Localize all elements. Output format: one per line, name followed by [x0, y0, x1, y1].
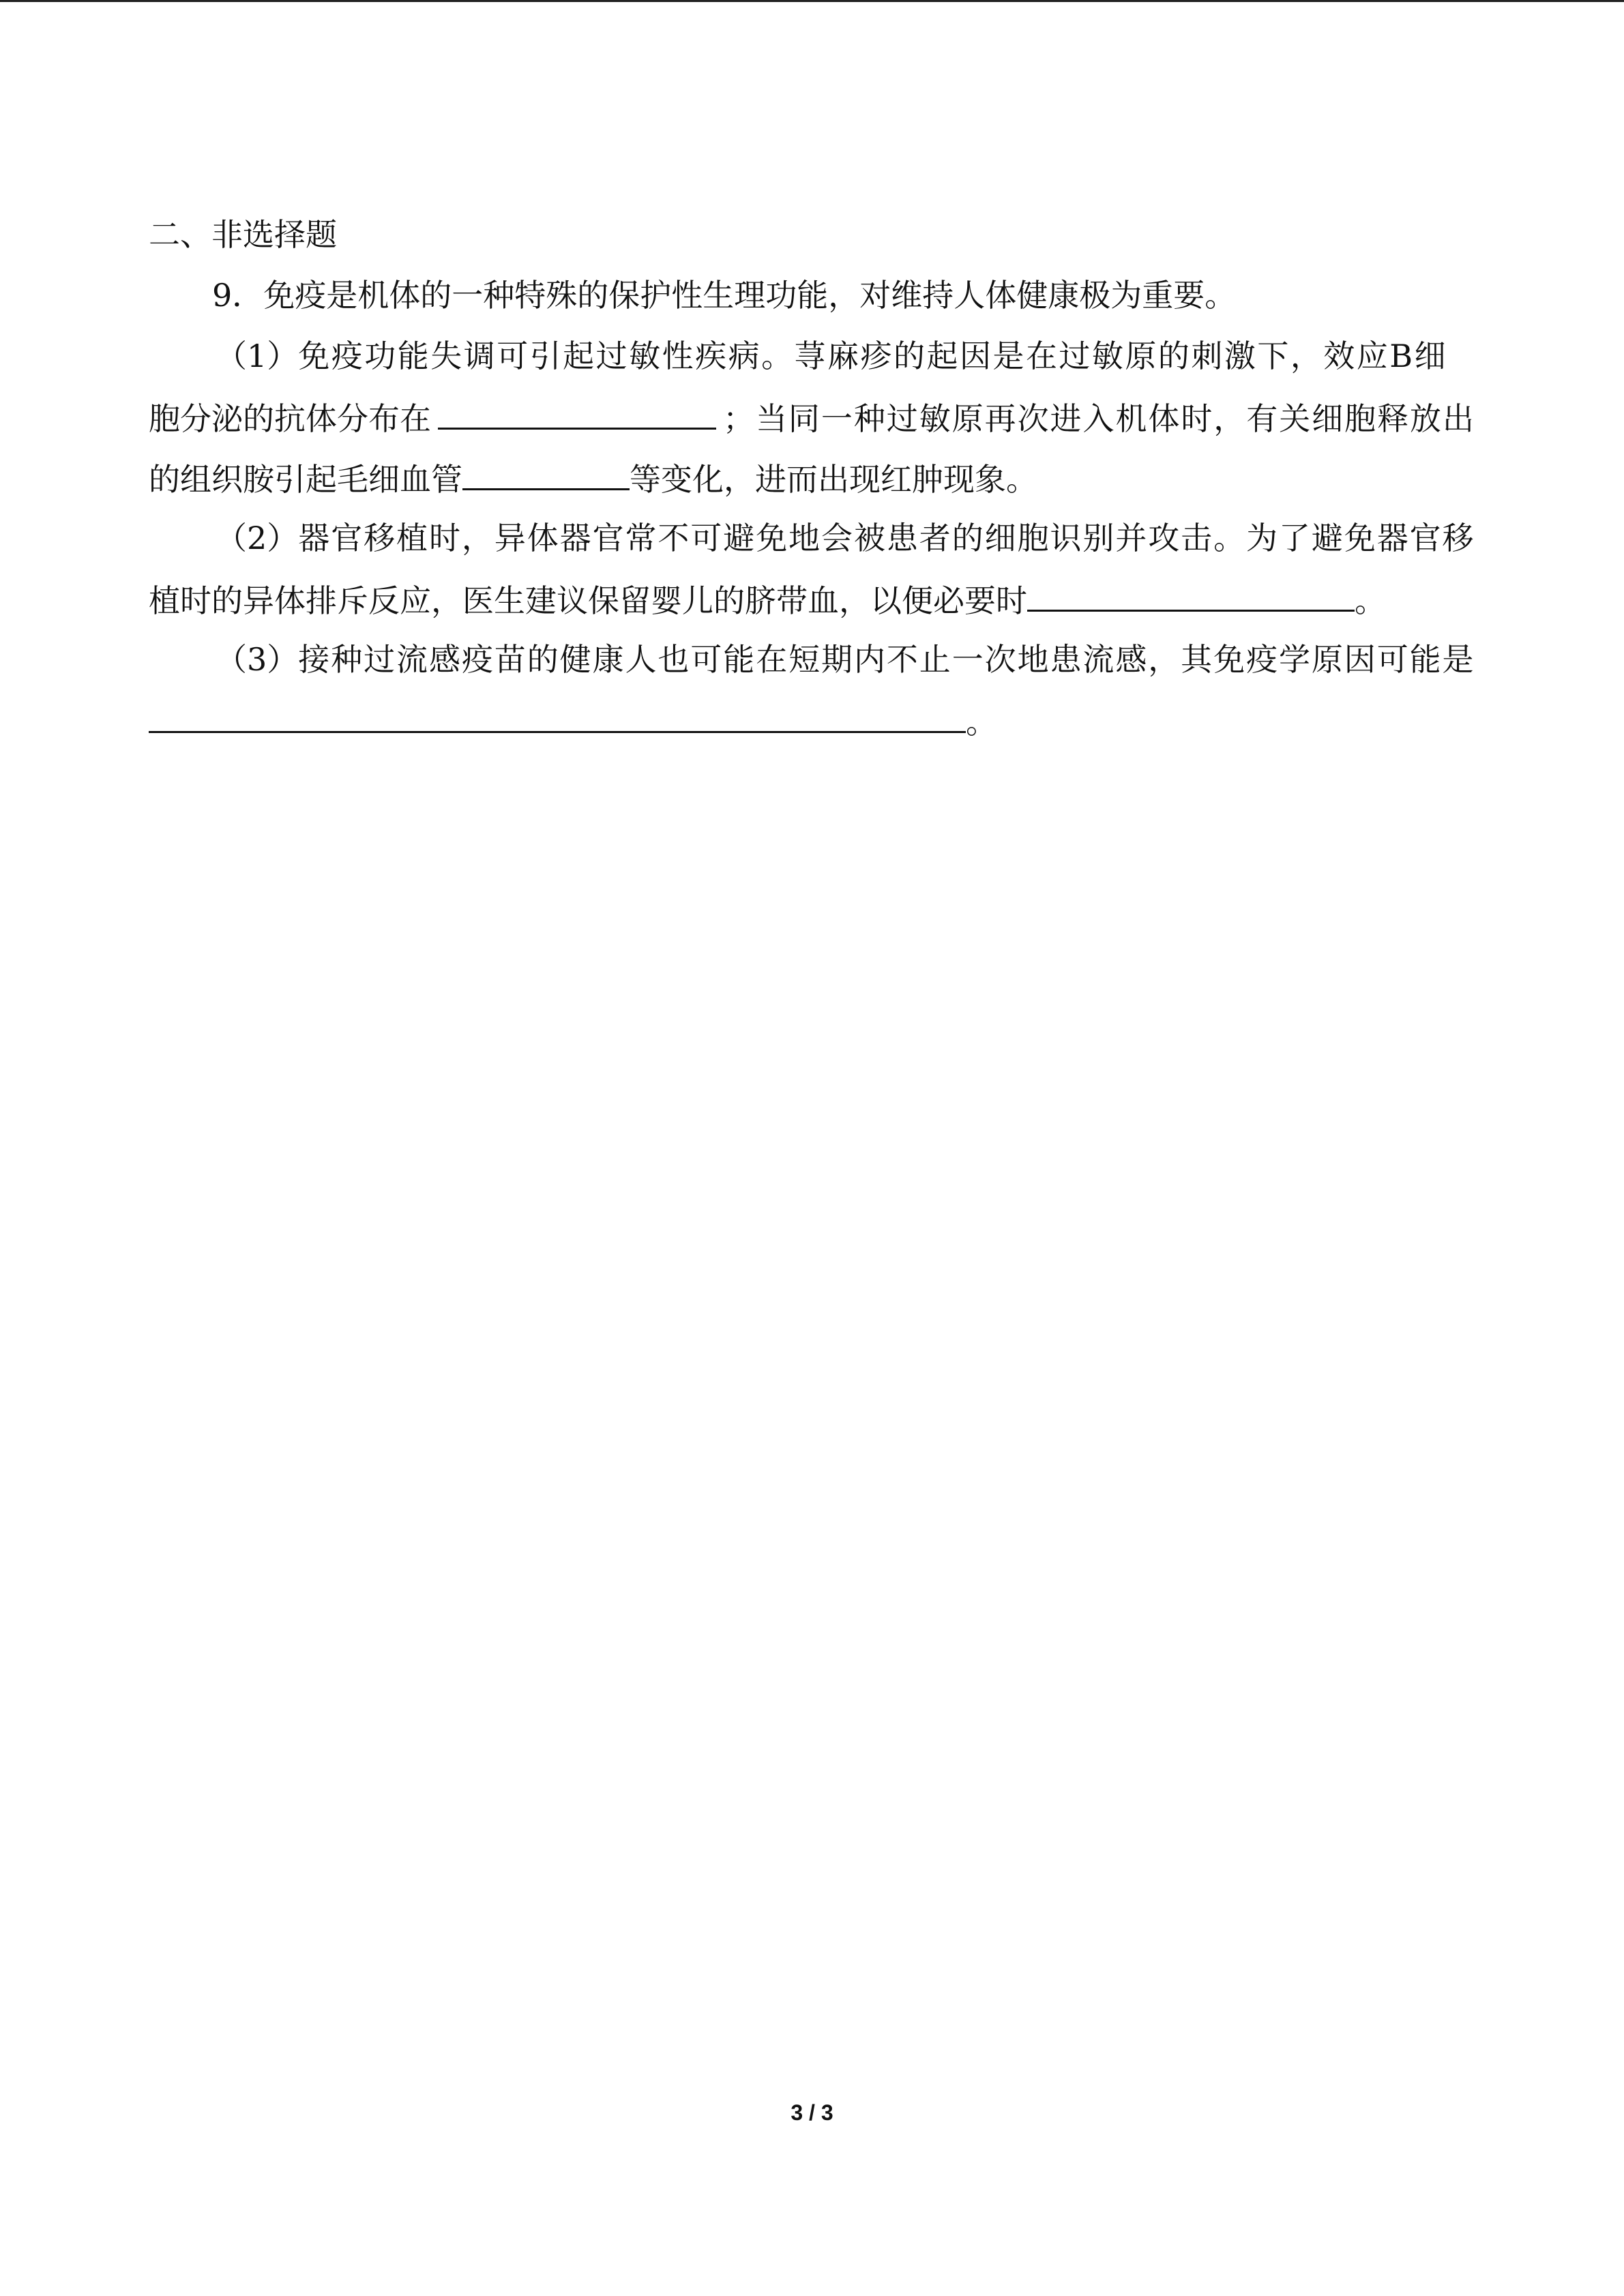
answer-blank-3[interactable]	[1027, 578, 1355, 612]
text-glyph: 下	[1257, 338, 1289, 374]
text-glyph: 次	[984, 641, 1016, 678]
text-glyph: 者	[919, 520, 951, 556]
text-glyph: 细	[984, 520, 1016, 556]
text-glyph: ，	[1213, 400, 1245, 437]
text-glyph: 胞	[1344, 400, 1376, 437]
text-glyph: 应	[1356, 338, 1388, 374]
text-glyph: 学	[1278, 641, 1310, 678]
text-glyph: 可	[690, 641, 722, 678]
text-glyph: 当	[755, 400, 787, 437]
text-glyph: 一	[821, 400, 853, 437]
text-glyph: 的	[894, 338, 925, 374]
text-glyph: 起	[563, 338, 595, 374]
text-glyph: 为	[1246, 520, 1278, 556]
text-glyph: 体	[1148, 400, 1180, 437]
text-glyph: 器	[1376, 520, 1408, 556]
section-heading: 二、非选择题	[149, 216, 337, 253]
text-glyph: 植	[396, 520, 428, 556]
text-glyph: 过	[1059, 338, 1091, 374]
text-glyph: 病	[728, 338, 760, 374]
text-glyph: 移	[364, 520, 396, 556]
text-glyph: 别	[1082, 520, 1114, 556]
part2-line2-rest: 。	[1355, 582, 1386, 619]
text-glyph: 健	[559, 641, 591, 678]
text-glyph: 短	[788, 641, 821, 678]
page-number: 3 / 3	[791, 2100, 833, 2125]
text-glyph: 原	[1311, 641, 1343, 678]
text-glyph: 敏	[919, 400, 951, 437]
part2-line2-text: 植时的异体排斥反应，医生建议保留婴儿的脐带血，以便必要时	[149, 582, 1027, 619]
text-glyph: 种	[853, 400, 885, 437]
text-glyph: 并	[1115, 520, 1147, 556]
text-glyph: 调	[463, 338, 495, 374]
text-glyph: 常	[625, 520, 657, 556]
text-glyph: 疫	[461, 641, 493, 678]
text-glyph: 其	[1181, 641, 1213, 678]
question-text: 免疫是机体的一种特殊的保护性生理功能，对维持人体健康极为重要。	[263, 277, 1237, 314]
part1-line2	[149, 396, 1474, 439]
text-glyph: 过	[886, 400, 918, 437]
text-glyph: 能	[397, 338, 429, 374]
text-glyph: 原	[951, 400, 984, 437]
text-glyph: 内	[853, 641, 885, 678]
text-glyph: 机	[1115, 400, 1147, 437]
text-glyph: 移	[1442, 520, 1474, 556]
text-glyph: 关	[1279, 400, 1311, 437]
text-glyph: 入	[1082, 400, 1114, 437]
text-glyph: 避	[1311, 520, 1343, 556]
text-glyph: 再	[984, 400, 1016, 437]
text-glyph: 能	[723, 641, 755, 678]
text-glyph: 患	[1050, 641, 1082, 678]
text-glyph: 同	[788, 400, 820, 437]
text-glyph: 释	[1377, 400, 1409, 437]
text-glyph: 也	[658, 641, 690, 678]
text-glyph: 次	[1017, 400, 1049, 437]
text-glyph: 疫	[1246, 641, 1278, 678]
text-glyph: 刺	[1191, 338, 1223, 374]
part2-line1	[216, 518, 1474, 558]
text-glyph: 止	[919, 641, 951, 678]
text-glyph: 可	[497, 338, 529, 374]
text-glyph: 感	[428, 641, 460, 678]
text-glyph: 效	[1323, 338, 1355, 374]
text-glyph: 异	[494, 520, 526, 556]
text-glyph: 失	[430, 338, 462, 374]
text-glyph: 起	[926, 338, 958, 374]
text-glyph: 人	[625, 641, 657, 678]
text-glyph: 是	[1442, 641, 1474, 678]
text-glyph: 官	[1409, 520, 1441, 556]
text-glyph: （1）免	[216, 338, 330, 374]
text-glyph: 苗	[494, 641, 526, 678]
text-glyph: 避	[723, 520, 755, 556]
text-glyph: 过	[364, 641, 396, 678]
part3-line2	[149, 700, 997, 743]
text-glyph: 进	[1050, 400, 1082, 437]
text-glyph: 疫	[331, 338, 363, 374]
text-glyph: 会	[821, 520, 853, 556]
text-glyph: 官	[331, 520, 363, 556]
text-glyph: 因	[959, 338, 991, 374]
text-glyph: 激	[1224, 338, 1256, 374]
part1-line1	[216, 336, 1446, 376]
text-glyph: ，	[1148, 641, 1180, 678]
text-glyph: 流	[1082, 641, 1114, 678]
text-glyph: 能	[1409, 641, 1441, 678]
text-glyph: 流	[396, 641, 428, 678]
text-glyph: 地	[788, 520, 821, 556]
text-glyph: 器	[559, 520, 591, 556]
part1-line3-rest: 等变化，进而出现红肿现象。	[630, 461, 1037, 498]
text-glyph: 体	[527, 520, 559, 556]
text-glyph: 是	[992, 338, 1024, 374]
text-glyph: 免	[1213, 641, 1245, 678]
text-glyph: 击	[1181, 520, 1213, 556]
text-glyph: 一	[951, 641, 984, 678]
part2-line2	[149, 578, 1386, 621]
text-glyph: 不	[886, 641, 918, 678]
part1-line3-text: 的组织胺引起毛细血管	[149, 461, 462, 498]
text-glyph: 时	[1181, 400, 1213, 437]
text-glyph: 可	[1376, 641, 1408, 678]
text-glyph: 荨	[794, 338, 826, 374]
text-glyph: 攻	[1148, 520, 1180, 556]
text-glyph: 性	[662, 338, 694, 374]
part3-line1	[216, 639, 1474, 680]
text-glyph: 出	[1442, 400, 1474, 437]
text-glyph: 被	[853, 520, 885, 556]
text-glyph: 免	[1344, 520, 1376, 556]
text-glyph: 患	[886, 520, 918, 556]
text-glyph: 了	[1278, 520, 1310, 556]
text-glyph: 种	[331, 641, 363, 678]
text-glyph: 敏	[629, 338, 661, 374]
text-glyph: 原	[1125, 338, 1157, 374]
text-glyph: 引	[529, 338, 561, 374]
text-glyph: 的	[527, 641, 559, 678]
text-glyph: 功	[364, 338, 396, 374]
text-glyph: 。	[761, 338, 793, 374]
text-glyph: B	[1389, 338, 1413, 374]
text-glyph: 康	[592, 641, 624, 678]
question-number: 9．	[212, 277, 264, 314]
text-glyph: 期	[821, 641, 853, 678]
text-glyph: ；	[723, 400, 754, 437]
question-stem	[212, 275, 1236, 316]
text-glyph: 敏	[1091, 338, 1123, 374]
text-glyph: 细	[1414, 338, 1446, 374]
text-glyph: 胞	[1017, 520, 1049, 556]
text-glyph: 免	[756, 520, 788, 556]
text-glyph: （2）器	[216, 520, 330, 556]
text-glyph: 过	[595, 338, 628, 374]
text-glyph: 麻	[827, 338, 859, 374]
text-glyph: 有	[1246, 400, 1278, 437]
text-glyph: 的	[1157, 338, 1190, 374]
answer-blank-1[interactable]	[438, 396, 716, 430]
text-glyph: 感	[1115, 641, 1147, 678]
text-glyph: 。	[1213, 520, 1245, 556]
text-glyph: 在	[1025, 338, 1057, 374]
part1-line2-rest	[723, 398, 1474, 439]
text-glyph: ，	[1290, 338, 1322, 374]
text-glyph: 不	[658, 520, 690, 556]
part1-line2-text: 胞分泌的抗体分布在	[149, 400, 431, 437]
text-glyph: 在	[756, 641, 788, 678]
text-glyph: 地	[1017, 641, 1049, 678]
text-glyph: 疾	[695, 338, 727, 374]
text-glyph: 官	[592, 520, 624, 556]
text-glyph: 的	[951, 520, 984, 556]
part1-line3	[149, 457, 1037, 500]
text-glyph: 放	[1410, 400, 1442, 437]
text-glyph: 时	[428, 520, 460, 556]
answer-blank-2[interactable]	[462, 457, 630, 490]
text-glyph: 疹	[860, 338, 892, 374]
answer-blank-4[interactable]	[149, 700, 966, 733]
text-glyph: （3）接	[216, 641, 330, 678]
text-glyph: ，	[461, 520, 493, 556]
text-glyph: 因	[1344, 641, 1376, 678]
text-glyph: 识	[1050, 520, 1082, 556]
text-glyph: 细	[1312, 400, 1344, 437]
text-glyph: 可	[690, 520, 722, 556]
part3-line2-rest: 。	[966, 704, 997, 741]
